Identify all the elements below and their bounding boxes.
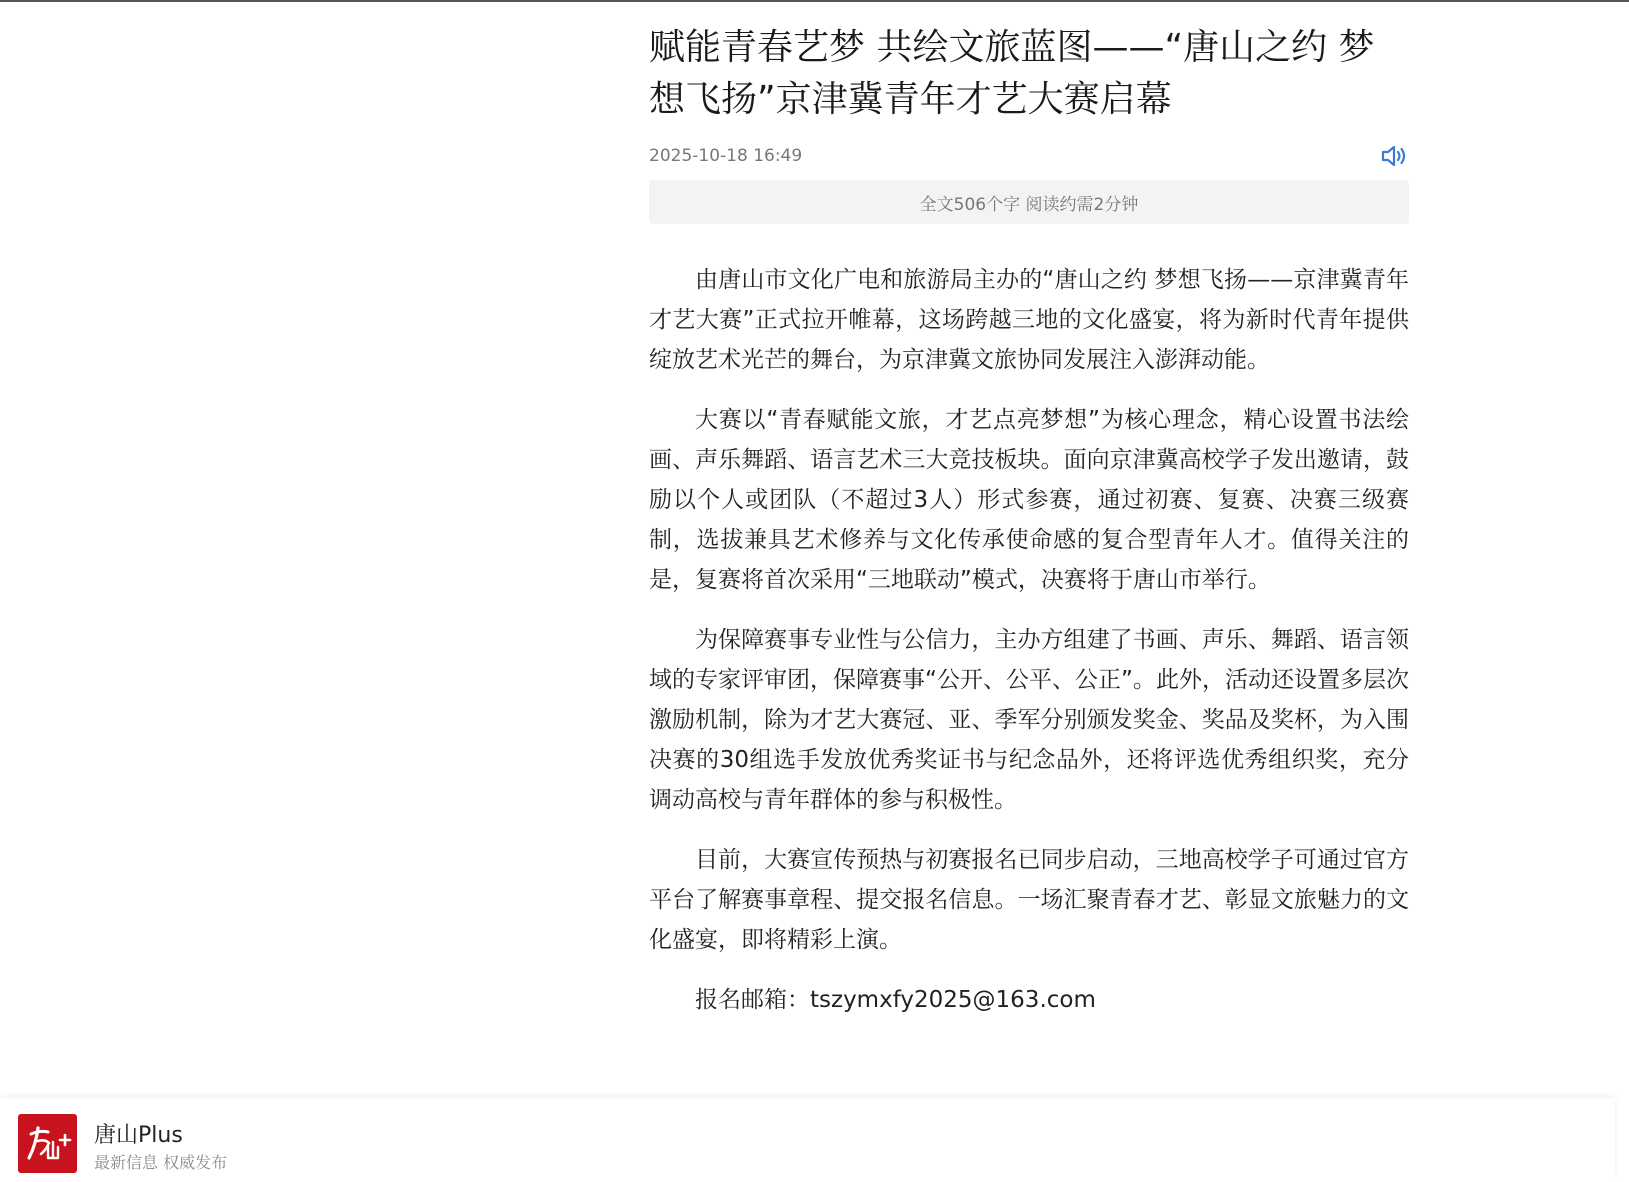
article-paragraph: 目前，大赛宣传预热与初赛报名已同步启动，三地高校学子可通过官方平台了解赛事章程、提交报名信息。一场汇聚青春才艺、彰显文旅魅力的文化盛宴，即将精彩上演。 (649, 847, 1409, 953)
speaker-icon[interactable] (1379, 143, 1409, 169)
signup-email-paragraph: 报名邮箱：tszymxfy2025@163.com (695, 987, 1096, 1013)
tangshan-plus-logo-icon[interactable] (18, 1114, 77, 1173)
article-title: 赋能青春艺梦 共绘文旅蓝图——“唐山之约 梦想飞扬”京津冀青年才艺大赛启幕 (649, 27, 1375, 120)
article-paragraph: 为保障赛事专业性与公信力，主办方组建了书画、声乐、舞蹈、语言领域的专家评审团，保障赛事“公开、公平、公正”。此外，活动还设置多层次激励机制，除为才艺大赛冠、亚、季军分别颁发奖金、奖品及奖杯，为入围决赛的30组选手发放优秀奖证书与纪念品外，还将评选优秀组织奖，充分调动高校与青年群体的参与积极性。 (649, 627, 1409, 813)
window-top-border (0, 0, 1629, 2)
reading-summary-text: 全文506个字 阅读约需2分钟 (919, 194, 1139, 215)
publish-date: 2025-10-18 16:49 (649, 146, 803, 166)
article-paragraph: 大赛以“青春赋能文旅，才艺点亮梦想”为核心理念，精心设置书法绘画、声乐舞蹈、语言艺术三大竞技板块。面向京津冀高校学子发出邀请，鼓励以个人或团队（不超过3人）形式参赛，通过初赛、复赛、决赛三级赛制，选拔兼具艺术修养与文化传承使命感的复合型青年人才。值得关注的是，复赛将首次采用“三地联动”模式，决赛将于唐山市举行。 (649, 407, 1409, 593)
brand-slogan: 最新信息 权威发布 (94, 1153, 228, 1172)
article-meta (649, 144, 1409, 168)
reading-summary (649, 180, 1409, 224)
article-body (649, 260, 1409, 1020)
scrollbar[interactable] (1615, 2, 1629, 1182)
app-banner[interactable] (0, 1098, 1615, 1182)
article-paragraph: 由唐山市文化广电和旅游局主办的“唐山之约 梦想飞扬——京津冀青年才艺大赛”正式拉开帷幕，这场跨越三地的文化盛宴，将为新时代青年提供绽放艺术光芒的舞台，为京津冀文旅协同发展注入澎湃动能。 (649, 267, 1409, 373)
article (649, 22, 1409, 1040)
brand-name[interactable]: 唐山Plus (94, 1123, 183, 1148)
